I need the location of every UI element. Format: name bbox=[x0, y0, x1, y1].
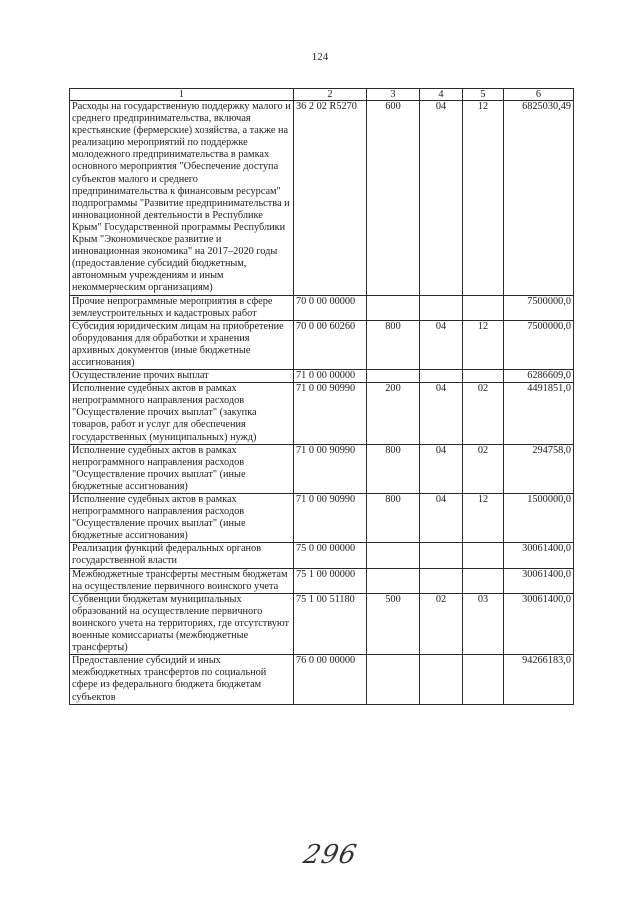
cell-pr: 12 bbox=[463, 101, 504, 296]
cell-sum: 30061400,0 bbox=[504, 543, 574, 568]
cell-rz: 04 bbox=[420, 444, 463, 493]
cell-sum: 30061400,0 bbox=[504, 593, 574, 654]
cell-rz bbox=[420, 370, 463, 383]
cell-vr bbox=[367, 655, 420, 704]
cell-rz: 04 bbox=[420, 101, 463, 296]
table-row bbox=[70, 444, 574, 493]
table-row bbox=[70, 383, 574, 444]
cell-pr bbox=[463, 295, 504, 320]
cell-sum: 7500000,0 bbox=[504, 320, 574, 369]
cell-sum: 1500000,0 bbox=[504, 494, 574, 543]
cell-code: 75 0 00 00000 bbox=[294, 543, 367, 568]
cell-name: Исполнение судебных актов в рамках непрограммного направления расходов "Осуществление прочих выплат" (иные бюджетные ассигнования) bbox=[70, 494, 294, 543]
cell-sum: 6286609,0 bbox=[504, 370, 574, 383]
cell-code: 75 1 00 51180 bbox=[294, 593, 367, 654]
cell-name: Субсидия юридическим лицам на приобретение оборудования для обработки и хранения архивных документов (иные бюджетные ассигнования) bbox=[70, 320, 294, 369]
cell-pr bbox=[463, 543, 504, 568]
cell-name: Реализация функций федеральных органов государственной власти bbox=[70, 543, 294, 568]
cell-sum: 30061400,0 bbox=[504, 568, 574, 593]
cell-pr bbox=[463, 370, 504, 383]
cell-code: 71 0 00 00000 bbox=[294, 370, 367, 383]
cell-name: Исполнение судебных актов в рамках непрограммного направления расходов "Осуществление прочих выплат" (иные бюджетные ассигнования) bbox=[70, 444, 294, 493]
cell-code: 70 0 00 00000 bbox=[294, 295, 367, 320]
header-col-1: 1 bbox=[70, 89, 294, 101]
cell-code: 76 0 00 00000 bbox=[294, 655, 367, 704]
table-row bbox=[70, 593, 574, 654]
cell-pr bbox=[463, 655, 504, 704]
cell-name: Предоставление субсидий и иных межбюджетных трансфертов по социальной сфере из федерального бюджета бюджетам субъектов bbox=[70, 655, 294, 704]
table-row bbox=[70, 543, 574, 568]
cell-vr: 800 bbox=[367, 494, 420, 543]
header-col-4: 4 bbox=[420, 89, 463, 101]
cell-pr: 02 bbox=[463, 444, 504, 493]
cell-rz bbox=[420, 295, 463, 320]
cell-vr: 800 bbox=[367, 444, 420, 493]
header-col-2: 2 bbox=[294, 89, 367, 101]
cell-sum: 6825030,49 bbox=[504, 101, 574, 296]
cell-name: Исполнение судебных актов в рамках непрограммного направления расходов "Осуществление прочих выплат" (закупка товаров, работ и услуг для обеспечения государственных (муниципальных) нужд) bbox=[70, 383, 294, 444]
cell-pr: 12 bbox=[463, 320, 504, 369]
cell-sum: 7500000,0 bbox=[504, 295, 574, 320]
header-col-6: 6 bbox=[504, 89, 574, 101]
table-row bbox=[70, 494, 574, 543]
cell-vr: 500 bbox=[367, 593, 420, 654]
cell-code: 71 0 00 90990 bbox=[294, 494, 367, 543]
cell-sum: 94266183,0 bbox=[504, 655, 574, 704]
cell-vr bbox=[367, 543, 420, 568]
header-col-5: 5 bbox=[463, 89, 504, 101]
table-row bbox=[70, 568, 574, 593]
cell-name: Субвенции бюджетам муниципальных образований на осуществление первичного воинского учета на территориях, где отсутствуют военные комиссариаты (межбюджетные трансферты) bbox=[70, 593, 294, 654]
cell-vr: 800 bbox=[367, 320, 420, 369]
cell-name: Осуществление прочих выплат bbox=[70, 370, 294, 383]
cell-code: 70 0 00 60260 bbox=[294, 320, 367, 369]
cell-pr bbox=[463, 568, 504, 593]
cell-sum: 4491851,0 bbox=[504, 383, 574, 444]
header-col-3: 3 bbox=[367, 89, 420, 101]
table-row bbox=[70, 320, 574, 369]
cell-vr bbox=[367, 295, 420, 320]
cell-rz bbox=[420, 543, 463, 568]
cell-rz bbox=[420, 655, 463, 704]
cell-pr: 03 bbox=[463, 593, 504, 654]
table-row bbox=[70, 655, 574, 704]
cell-vr: 600 bbox=[367, 101, 420, 296]
cell-vr: 200 bbox=[367, 383, 420, 444]
cell-rz: 04 bbox=[420, 320, 463, 369]
cell-code: 36 2 02 R5270 bbox=[294, 101, 367, 296]
cell-rz bbox=[420, 568, 463, 593]
table-row bbox=[70, 295, 574, 320]
budget-table bbox=[69, 88, 574, 705]
cell-pr: 02 bbox=[463, 383, 504, 444]
table-row bbox=[70, 101, 574, 296]
table-header-row bbox=[70, 89, 574, 101]
cell-name: Расходы на государственную поддержку малого и среднего предпринимательства, включая крестьянские (фермерские) хозяйства, а также на реализацию мероприятий по поддержке молодежного предпринимательства в рамках основного мероприятия "Обеспечение доступа субъектов малого и среднего предпринимательства к финансовым ресурсам" подпрограммы "Развитие предпринимательства и инновационной деятельности в Республике Крым" Государственной программы Республики Крым "Экономическое развитие и инновационная экономика" на 2017–2020 годы (предоставление субсидий бюджетным, автономным учреждениям и иным некоммерческим организациям) bbox=[70, 101, 294, 296]
cell-code: 75 1 00 00000 bbox=[294, 568, 367, 593]
cell-name: Прочие непрограммные мероприятия в сфере землеустроительных и кадастровых работ bbox=[70, 295, 294, 320]
page-number: 124 bbox=[311, 51, 329, 63]
cell-sum: 294758,0 bbox=[504, 444, 574, 493]
cell-rz: 02 bbox=[420, 593, 463, 654]
cell-rz: 04 bbox=[420, 383, 463, 444]
cell-code: 71 0 00 90990 bbox=[294, 444, 367, 493]
cell-vr bbox=[367, 370, 420, 383]
cell-code: 71 0 00 90990 bbox=[294, 383, 367, 444]
cell-rz: 04 bbox=[420, 494, 463, 543]
table-row bbox=[70, 370, 574, 383]
cell-vr bbox=[367, 568, 420, 593]
cell-name: Межбюджетные трансферты местным бюджетам на осуществление первичного воинского учета bbox=[70, 568, 294, 593]
cell-pr: 12 bbox=[463, 494, 504, 543]
handwritten-page-number: 296 bbox=[300, 840, 360, 870]
